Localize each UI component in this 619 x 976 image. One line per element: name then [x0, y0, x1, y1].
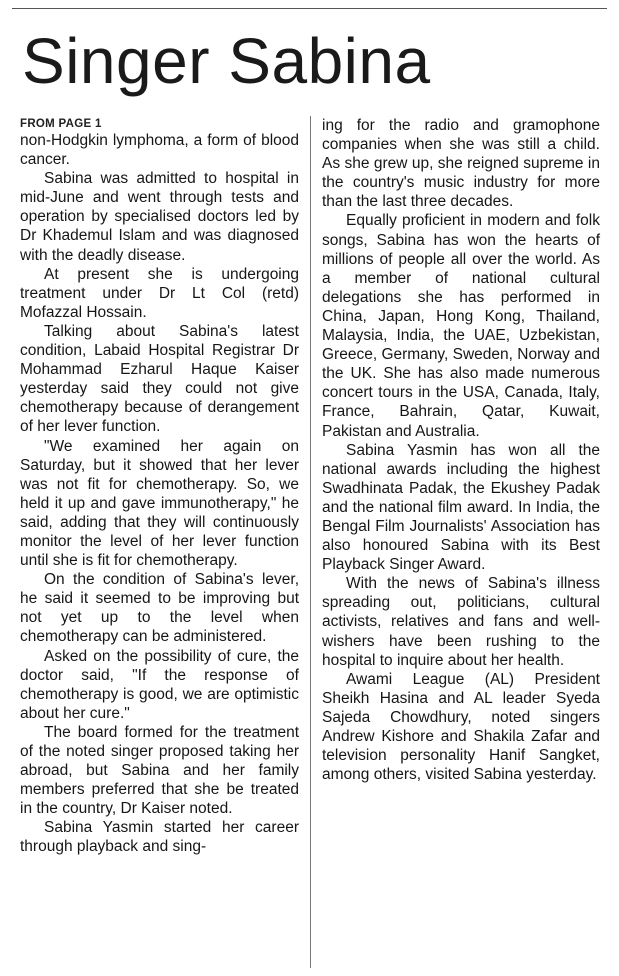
paragraph: On the condition of Sabina's lever, he said it seemed to be improving but not yet up to the level when chemotherapy can be administered.	[20, 571, 299, 646]
paragraph: With the news of Sabina's illness spreading out, politicians, cultural activists, relatives and fans and well-wishers have been rushing to the hospital to inquire about her health.	[322, 575, 600, 669]
paragraph: ing for the radio and gramophone companies when she was still a child. As she grew up, she reigned supreme in the country's music industry for more than the last three decades.	[322, 117, 600, 211]
article-column-right	[322, 116, 600, 784]
paragraph: Asked on the possibility of cure, the doctor said, "If the response of chemotherapy is good, we are optimistic about her cure."	[20, 647, 299, 722]
paragraph: Equally proficient in modern and folk songs, Sabina has won the hearts of millions of people all over the world. As a member of national cultural delegations she has performed in China, Japan, Hong Kong, Thailand, Malaysia, India, the UAE, Uzbekistan, Greece, Germany, Sweden, Norway and the UK. She has also made numerous concert tours in the USA, Canada, Italy, France, Bahrain, Qatar, Kuwait, Pakistan and Australia.	[322, 212, 600, 440]
top-rule	[12, 8, 607, 9]
paragraph: "We examined her again on Saturday, but it showed that her lever was not fit for chemotherapy. So, we held it up and gave immunotherapy," he said, adding that they will continuously monitor the level of her lever function until she is fit for chemotherapy.	[20, 437, 299, 570]
continuation-kicker: FROM PAGE 1	[20, 118, 102, 130]
paragraph: Sabina was admitted to hospital in mid-June and went through tests and operation by specialised doctors led by Dr Khademul Islam and was diagnosed with the deadly disease.	[20, 170, 299, 264]
paragraph: At present she is undergoing treatment under Dr Lt Col (retd) Mofazzal Hossain.	[20, 265, 299, 321]
paragraph: non-Hodgkin lymphoma, a form of blood cancer.	[20, 132, 299, 169]
paragraph: Awami League (AL) President Sheikh Hasina and AL leader Syeda Sajeda Chowdhury, noted singers Andrew Kishore and Shakila Zafar and television personality Hanif Sangket, among others, visited Sabina yesterday.	[322, 670, 600, 784]
column-divider	[310, 116, 311, 968]
paragraph: Sabina Yasmin has won all the national awards including the highest Swadhinata Padak, the Ekushey Padak and the national film award. In India, the Bengal Film Journalists' Association has also honoured Sabina with its Best Playback Singer Award.	[322, 441, 600, 574]
headline: Singer Sabina	[22, 25, 431, 97]
paragraph: Talking about Sabina's latest condition, Labaid Hospital Registrar Dr Mohammad Ezharul Haque Kaiser yesterday said they could not give chemotherapy because of derangement of her lever function.	[20, 322, 299, 436]
paragraph: Sabina Yasmin started her career through playback and sing-	[20, 819, 299, 856]
article-column-left	[20, 117, 299, 857]
paragraph: The board formed for the treatment of the noted singer proposed taking her abroad, but Sabina and her family members preferred that she be treated in the country, Dr Kaiser noted.	[20, 723, 299, 818]
